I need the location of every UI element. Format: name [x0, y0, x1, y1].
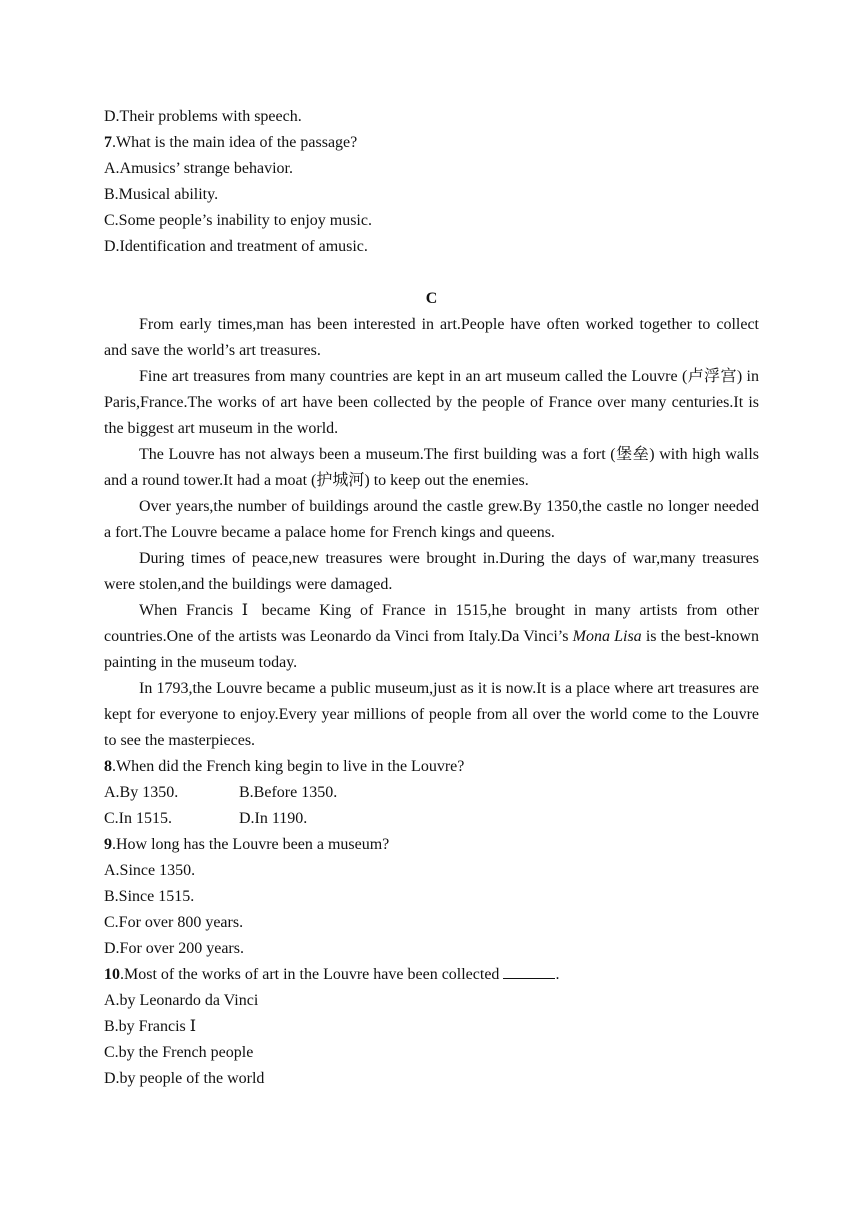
- q9-option-c: C.For over 800 years.: [104, 914, 244, 931]
- q7-option-a: A.Amusics’ strange behavior.: [104, 160, 293, 177]
- q10-option-d: D.by people of the world: [104, 1070, 265, 1087]
- question-number: 9: [104, 836, 112, 853]
- question-7: [104, 130, 759, 156]
- q8-option-b: B.Before 1350.: [239, 784, 338, 801]
- question-stem: .How long has the Louvre been a museum?: [112, 836, 390, 853]
- question-8: [104, 754, 759, 780]
- passage-paragraph-6: [104, 598, 759, 676]
- q8-option-a: A.By 1350.: [104, 784, 179, 801]
- answer-blank: [503, 964, 555, 979]
- passage-paragraph-1: From early times,man has been interested in art.People have often worked together to collect and save the world’s art treasures.: [104, 316, 759, 359]
- question-stem: .What is the main idea of the passage?: [112, 134, 358, 151]
- passage-paragraph-3: The Louvre has not always been a museum.The first building was a fort (堡垒) with high walls and a round tower.It had a moat (护城河) to keep out the enemies.: [104, 446, 759, 489]
- q10-option-a: A.by Leonardo da Vinci: [104, 992, 259, 1009]
- question-number: 7: [104, 134, 112, 151]
- q7-option-d: D.Identification and treatment of amusic.: [104, 238, 368, 255]
- q8-options-row-2: [104, 806, 759, 832]
- question-10: [104, 962, 759, 988]
- q8-option-c: C.In 1515.: [104, 810, 172, 827]
- question-stem-end: .: [555, 966, 560, 983]
- question-stem: .Most of the works of art in the Louvre have been collected: [120, 966, 504, 983]
- paragraph-text: is the best-known painting in the museum today.: [104, 628, 759, 671]
- q9-option-b: B.Since 1515.: [104, 888, 195, 905]
- passage-paragraph-2: Fine art treasures from many countries are kept in an art museum called the Louvre (卢浮宫) in Paris,France.The works of art have been collected by the people of France over many centuries.It is the biggest art museum in the world.: [104, 368, 759, 437]
- question-9: [104, 832, 759, 858]
- q6-option-d: D.Their problems with speech.: [104, 108, 302, 125]
- document-page: [104, 104, 759, 1092]
- section-title: C: [425, 290, 438, 307]
- passage-paragraph-4: Over years,the number of buildings around the castle grew.By 1350,the castle no longer needed a fort.The Louvre became a palace home for French kings and queens.: [104, 498, 759, 541]
- q8-option-d: D.In 1190.: [239, 810, 308, 827]
- q9-option-a: A.Since 1350.: [104, 862, 196, 879]
- q10-option-b: B.by Francis Ⅰ: [104, 1018, 197, 1035]
- paragraph-text: When Francis Ⅰ became King of France in 1515,he brought in many artists from other countries.One of the artists was Leonardo da Vinci from Italy.Da Vinci’s: [104, 602, 759, 645]
- q8-options-row-1: [104, 780, 759, 806]
- q7-option-c: C.Some people’s inability to enjoy music.: [104, 212, 372, 229]
- question-number: 8: [104, 758, 112, 775]
- painting-title: Mona Lisa: [572, 628, 642, 645]
- question-stem: .When did the French king begin to live in the Louvre?: [112, 758, 465, 775]
- q10-option-c: C.by the French people: [104, 1044, 254, 1061]
- q9-option-d: D.For over 200 years.: [104, 940, 244, 957]
- q7-option-b: B.Musical ability.: [104, 186, 219, 203]
- question-number: 10: [104, 966, 120, 983]
- passage-paragraph-5: During times of peace,new treasures were brought in.During the days of war,many treasures were stolen,and the buildings were damaged.: [104, 550, 759, 593]
- passage-paragraph-7: In 1793,the Louvre became a public museum,just as it is now.It is a place where art treasures are kept for everyone to enjoy.Every year millions of people from all over the world come to the Louvre to see the masterpieces.: [104, 680, 759, 749]
